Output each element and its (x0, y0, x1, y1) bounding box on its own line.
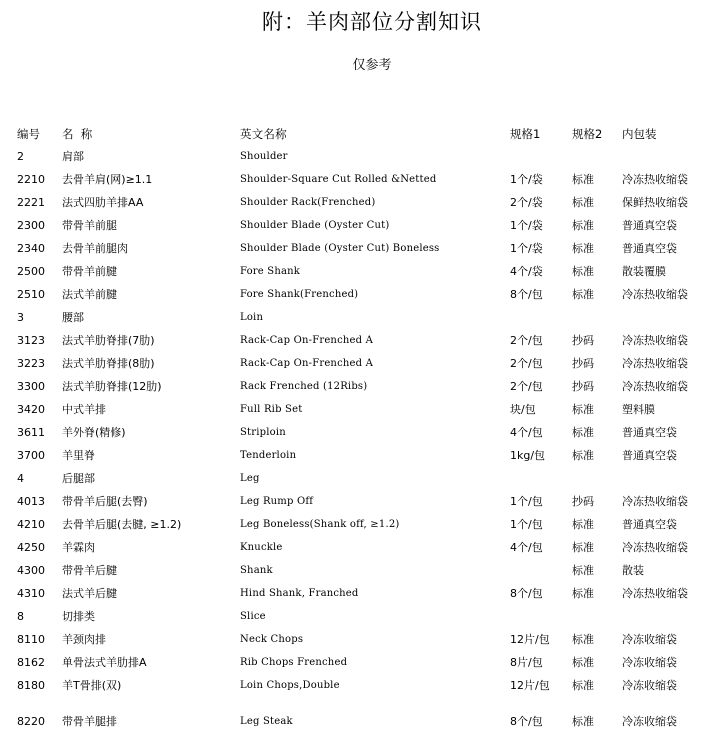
row-spec1: 1个/包 (510, 518, 543, 531)
row-packaging: 普通真空袋 (622, 426, 677, 439)
table-row (0, 285, 720, 305)
row-packaging: 散装 (622, 564, 644, 577)
row-spec2: 抄码 (572, 357, 594, 370)
row-code: 2500 (17, 265, 45, 278)
row-english-name: Rib Chops Frenched (240, 657, 348, 668)
row-packaging: 冷冻热收缩袋 (622, 173, 688, 186)
row-code: 4013 (17, 495, 45, 508)
row-spec1: 1个/袋 (510, 173, 543, 186)
row-english-name: Leg Steak (240, 716, 293, 727)
row-packaging: 散装覆膜 (622, 265, 666, 278)
table-header (0, 124, 720, 144)
row-spec2: 标准 (572, 541, 594, 554)
row-packaging: 普通真空袋 (622, 518, 677, 531)
header-spec2: 规格2 (572, 127, 603, 141)
row-spec1: 2个/包 (510, 334, 543, 347)
row-english-name: Neck Chops (240, 634, 304, 645)
row-name: 去骨羊前腿肉 (62, 242, 128, 255)
row-code: 2210 (17, 173, 45, 186)
row-english-name: Striploin (240, 427, 286, 438)
row-english-name: Shoulder Blade (Oyster Cut) (240, 220, 390, 231)
row-spec2: 标准 (572, 173, 594, 186)
row-code: 2 (17, 150, 24, 163)
row-code: 4250 (17, 541, 45, 554)
row-name: 带骨羊后腱 (62, 564, 117, 577)
row-spec2: 标准 (572, 196, 594, 209)
row-spec1: 1个/袋 (510, 219, 543, 232)
row-code: 2221 (17, 196, 45, 209)
table-row (0, 561, 720, 581)
table-row (0, 262, 720, 282)
row-name: 羊里脊 (62, 449, 95, 462)
row-code: 2300 (17, 219, 45, 232)
table-row (0, 400, 720, 420)
row-name: 羊T骨排(双) (62, 679, 122, 692)
row-spec2: 标准 (572, 715, 594, 728)
row-spec1: 4个/包 (510, 426, 543, 439)
row-spec2: 标准 (572, 449, 594, 462)
row-english-name: Fore Shank(Frenched) (240, 289, 359, 300)
table-row (0, 354, 720, 374)
page-title: 附：羊肉部位分割知识 (262, 10, 482, 34)
row-spec2: 抄码 (572, 334, 594, 347)
row-english-name: Shoulder (240, 151, 288, 162)
table-row (0, 170, 720, 190)
row-spec1: 1个/包 (510, 495, 543, 508)
row-english-name: Loin (240, 312, 264, 323)
row-name: 法式羊前腱 (62, 288, 117, 301)
row-spec1: 8个/包 (510, 715, 543, 728)
row-name: 带骨羊前腱 (62, 265, 117, 278)
row-code: 3611 (17, 426, 45, 439)
row-name: 法式羊肋脊排(8肋) (62, 357, 155, 370)
header-name: 名 称 (62, 127, 93, 141)
row-spec2: 抄码 (572, 380, 594, 393)
row-name: 法式羊肋脊排(7肋) (62, 334, 155, 347)
row-packaging: 保鲜热收缩袋 (622, 196, 688, 209)
row-spec2: 标准 (572, 403, 594, 416)
row-english-name: Slice (240, 611, 266, 622)
row-spec2: 标准 (572, 265, 594, 278)
row-spec2: 标准 (572, 219, 594, 232)
row-name: 法式羊肋脊排(12肋) (62, 380, 162, 393)
row-name: 中式羊排 (62, 403, 106, 416)
row-spec2: 标准 (572, 564, 594, 577)
row-code: 8162 (17, 656, 45, 669)
table-row (0, 630, 720, 650)
row-packaging: 冷冻收缩袋 (622, 679, 677, 692)
row-spec2: 标准 (572, 679, 594, 692)
row-name: 后腿部 (62, 472, 95, 485)
row-packaging: 普通真空袋 (622, 242, 677, 255)
row-packaging: 普通真空袋 (622, 449, 677, 462)
row-packaging: 冷冻收缩袋 (622, 633, 677, 646)
row-spec1: 4个/袋 (510, 265, 543, 278)
row-english-name: Shoulder-Square Cut Rolled &Netted (240, 174, 437, 185)
header-spec1: 规格1 (510, 127, 541, 141)
row-packaging: 冷冻热收缩袋 (622, 288, 688, 301)
header-code: 编号 (17, 127, 40, 141)
row-spec1: 8个/包 (510, 587, 543, 600)
row-spec2: 抄码 (572, 495, 594, 508)
row-packaging: 冷冻热收缩袋 (622, 541, 688, 554)
row-name: 羊外脊(精修) (62, 426, 126, 439)
row-english-name: Knuckle (240, 542, 283, 553)
row-spec1: 1kg/包 (510, 449, 546, 462)
row-code: 8110 (17, 633, 45, 646)
row-packaging: 冷冻热收缩袋 (622, 587, 688, 600)
row-name: 带骨羊腿排 (62, 715, 117, 728)
row-name: 羊颈肉排 (62, 633, 106, 646)
header-english: 英文名称 (240, 127, 287, 141)
table-row (0, 515, 720, 535)
row-spec2: 标准 (572, 426, 594, 439)
row-english-name: Leg (240, 473, 260, 484)
row-english-name: Leg Rump Off (240, 496, 314, 507)
row-english-name: Hind Shank, Franched (240, 588, 359, 599)
row-name: 去骨羊后腿(去腱, ≥1.2) (62, 518, 182, 531)
table-row (0, 676, 720, 696)
row-packaging: 塑料膜 (622, 403, 655, 416)
row-english-name: Rack-Cap On-Frenched A (240, 335, 374, 346)
row-spec1: 4个/包 (510, 541, 543, 554)
row-packaging: 冷冻热收缩袋 (622, 334, 688, 347)
header-packaging: 内包装 (622, 127, 657, 141)
row-code: 3420 (17, 403, 45, 416)
row-name: 法式四肋羊排AA (62, 196, 144, 209)
row-english-name: Fore Shank (240, 266, 301, 277)
row-spec2: 标准 (572, 288, 594, 301)
row-spec1: 2个/包 (510, 380, 543, 393)
row-spec1: 12片/包 (510, 633, 550, 646)
row-english-name: Rack Frenched (12Ribs) (240, 381, 368, 392)
table-row (0, 193, 720, 213)
row-spec1: 8片/包 (510, 656, 543, 669)
row-name: 肩部 (62, 150, 84, 163)
row-code: 3223 (17, 357, 45, 370)
row-code: 3300 (17, 380, 45, 393)
row-spec1: 1个/袋 (510, 242, 543, 255)
row-name: 腰部 (62, 311, 84, 324)
table-row (0, 469, 720, 489)
row-spec2: 标准 (572, 656, 594, 669)
row-code: 2510 (17, 288, 45, 301)
row-code: 4310 (17, 587, 45, 600)
table-row (0, 607, 720, 627)
row-english-name: Loin Chops,Double (240, 680, 340, 691)
row-code: 4 (17, 472, 24, 485)
row-english-name: Shoulder Blade (Oyster Cut) Boneless (240, 243, 440, 254)
row-spec2: 标准 (572, 242, 594, 255)
page-subtitle: 仅参考 (352, 58, 392, 73)
row-code: 2340 (17, 242, 45, 255)
row-code: 4300 (17, 564, 45, 577)
row-english-name: Shank (240, 565, 273, 576)
row-packaging: 冷冻收缩袋 (622, 656, 677, 669)
row-packaging: 冷冻热收缩袋 (622, 357, 688, 370)
row-spec1: 块/包 (510, 403, 536, 416)
table-row (0, 239, 720, 259)
row-english-name: Tenderloin (240, 450, 297, 461)
table-row (0, 377, 720, 397)
row-packaging: 普通真空袋 (622, 219, 677, 232)
row-packaging: 冷冻热收缩袋 (622, 380, 688, 393)
row-name: 羊霖肉 (62, 541, 95, 554)
row-code: 8180 (17, 679, 45, 692)
table-row (0, 492, 720, 512)
table-row (0, 216, 720, 236)
row-spec2: 标准 (572, 633, 594, 646)
row-name: 切排类 (62, 610, 95, 623)
row-code: 8 (17, 610, 24, 623)
row-english-name: Leg Boneless(Shank off, ≥1.2) (240, 519, 400, 530)
table-row (0, 584, 720, 604)
row-spec2: 标准 (572, 587, 594, 600)
table-row (0, 538, 720, 558)
row-spec2: 标准 (572, 518, 594, 531)
row-english-name: Full Rib Set (240, 404, 303, 415)
row-code: 8220 (17, 715, 45, 728)
row-spec1: 8个/包 (510, 288, 543, 301)
table-row (0, 308, 720, 328)
row-english-name: Rack-Cap On-Frenched A (240, 358, 374, 369)
row-code: 3700 (17, 449, 45, 462)
table-row (0, 331, 720, 351)
row-spec1: 12片/包 (510, 679, 550, 692)
row-name: 法式羊后腱 (62, 587, 117, 600)
row-code: 3 (17, 311, 24, 324)
row-english-name: Shoulder Rack(Frenched) (240, 197, 376, 208)
row-code: 4210 (17, 518, 45, 531)
table-row (0, 446, 720, 466)
table-row (0, 653, 720, 673)
row-name: 单骨法式羊肋排A (62, 656, 147, 669)
row-name: 带骨羊后腿(去臀) (62, 495, 148, 508)
table-row (0, 423, 720, 443)
row-spec1: 2个/包 (510, 357, 543, 370)
table-row (0, 147, 720, 167)
row-code: 3123 (17, 334, 45, 347)
row-name: 去骨羊肩(网)≥1.1 (62, 173, 153, 186)
row-packaging: 冷冻收缩袋 (622, 715, 677, 728)
table-row (0, 712, 720, 732)
row-packaging: 冷冻热收缩袋 (622, 495, 688, 508)
row-spec1: 2个/袋 (510, 196, 543, 209)
row-name: 带骨羊前腿 (62, 219, 117, 232)
